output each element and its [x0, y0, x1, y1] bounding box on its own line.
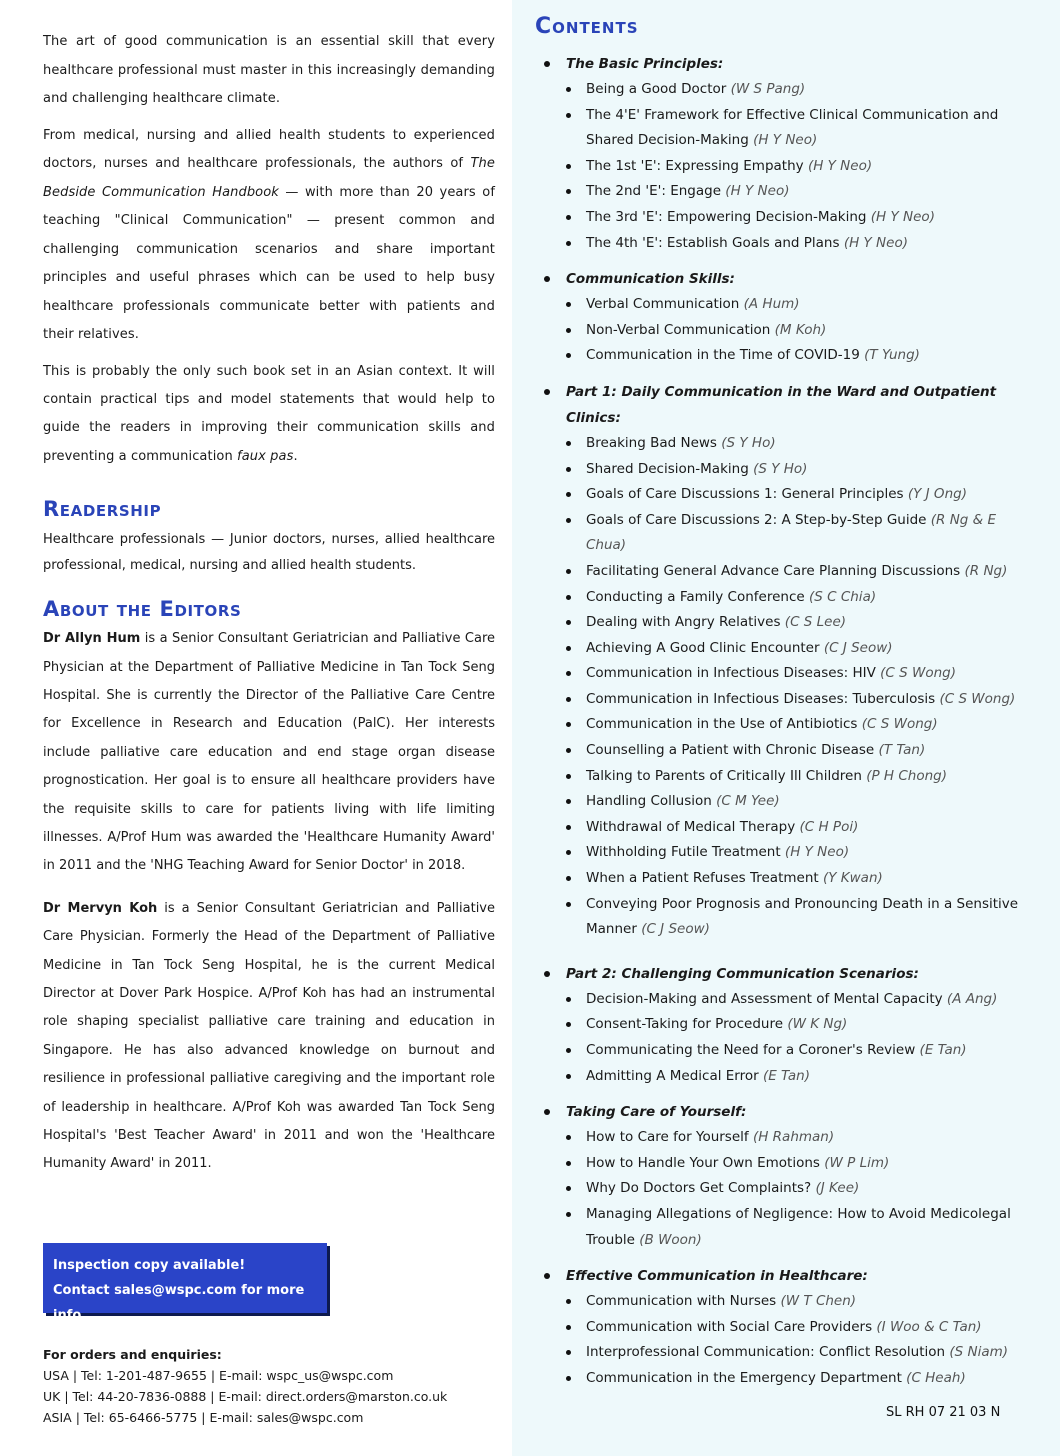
- contents-item: [535, 892, 1035, 943]
- chapter-author: (Y J Ong): [907, 486, 967, 503]
- contents-item: [535, 1176, 1035, 1202]
- contents-item: [535, 866, 1035, 892]
- chapter-title: How to Handle Your Own Emotions: [586, 1154, 825, 1171]
- chapter-author: (H Rahman): [752, 1129, 835, 1146]
- contents-item: [535, 687, 1035, 713]
- chapter-author: (W P Lim): [824, 1154, 890, 1171]
- chapter-title: Breaking Bad News: [586, 434, 722, 451]
- chapter-title: Communication in Infectious Diseases: Tuberculosis: [586, 690, 940, 707]
- contents-section-title: Communication Skills:: [535, 266, 1035, 292]
- chapter-author: (M Koh): [774, 321, 827, 338]
- contents-item: [535, 661, 1035, 687]
- contents-item: [535, 840, 1035, 866]
- chapter-author: (C J Seow): [823, 639, 893, 656]
- chapter-title: The 4'E' Framework for Effective Clinical Communication and Shared Decision-Making: [586, 106, 999, 149]
- contents-item: [535, 1151, 1035, 1177]
- contents-item: [535, 610, 1035, 636]
- catalog-code: SL RH 07 21 03 N: [886, 1405, 1001, 1420]
- chapter-author: (C S Wong): [939, 690, 1016, 707]
- chapter-title: Handling Collusion: [586, 793, 717, 810]
- contents-item: [535, 636, 1035, 662]
- chapter-author: (T Yung): [864, 347, 920, 364]
- chapter-author: (R Ng & E Chua): [586, 511, 997, 554]
- contents-item: [535, 1315, 1035, 1341]
- contents-section-items: [535, 431, 1035, 943]
- intro-paragraph-1: The art of good communication is an essential skill that every healthcare professional must master in this increasingly demanding and challenging healthcare climate.: [43, 34, 495, 106]
- description-column: [43, 28, 495, 1179]
- chapter-author: (R Ng): [964, 562, 1008, 579]
- chapter-title: When a Patient Refuses Treatment: [586, 870, 823, 887]
- chapter-title: Dealing with Angry Relatives: [586, 614, 785, 631]
- chapter-author: (H Y Neo): [843, 234, 908, 251]
- contents-item: [535, 431, 1035, 457]
- contents-item: [535, 457, 1035, 483]
- chapter-title: The 3rd 'E': Empowering Decision-Making: [586, 208, 871, 225]
- chapter-author: (H Y Neo): [753, 132, 818, 149]
- contents-item: [535, 789, 1035, 815]
- chapter-author: (S Y Ho): [753, 460, 808, 477]
- chapter-title: Communication in Infectious Diseases: HIV: [586, 665, 881, 682]
- orders-info: [43, 1344, 503, 1428]
- contents-item: [535, 231, 1035, 257]
- chapter-author: (W K Ng): [787, 1016, 848, 1033]
- chapter-author: (S Niam): [949, 1344, 1009, 1361]
- chapter-author: (P H Chong): [866, 767, 947, 784]
- intro-paragraph-2: From medical, nursing and allied health students to experienced doctors, nurses and healthcare professionals, the authors of The Bedside Communication Handbook — with more than 20 years of teaching "Clinical Communication" — present common and challenging communication scenarios and share important principles and useful phrases which can be used to help busy healthcare professionals communicate better with patients and their relatives.: [43, 127, 495, 342]
- chapter-title: Goals of Care Discussions 1: General Principles: [586, 486, 908, 503]
- orders-asia: ASIA | Tel: 65-6466-5775 | E-mail: sales@wspc.com: [43, 1410, 364, 1425]
- chapter-author: (W T Chen): [780, 1293, 857, 1310]
- chapter-title: Admitting A Medical Error: [586, 1067, 763, 1084]
- contents-section-title: Part 2: Challenging Communication Scenarios:: [535, 961, 1035, 987]
- chapter-author: (A Ang): [946, 990, 998, 1007]
- section-gap: [535, 256, 1035, 266]
- chapter-title: Achieving A Good Clinic Encounter: [586, 639, 824, 656]
- chapter-title: Decision-Making and Assessment of Mental Capacity: [586, 990, 947, 1007]
- book-title: The Bedside Communication Handbook: [43, 156, 495, 200]
- chapter-title: Communication in the Emergency Department: [586, 1369, 907, 1386]
- contents-item: [535, 738, 1035, 764]
- chapter-author: (C Heah): [906, 1369, 966, 1386]
- chapter-author: (H Y Neo): [870, 208, 935, 225]
- contents-section-items: [535, 987, 1035, 1089]
- chapter-author: (C S Wong): [880, 665, 956, 682]
- table-of-contents: [535, 14, 1035, 1392]
- contents-item: [535, 179, 1035, 205]
- section-gap: [535, 1253, 1035, 1263]
- chapter-title: Withdrawal of Medical Therapy: [586, 818, 800, 835]
- contents-item: [535, 1125, 1035, 1151]
- sales-email-link[interactable]: sales@wspc.com: [114, 1283, 237, 1298]
- chapter-title: Verbal Communication: [586, 296, 744, 313]
- contents-item: [535, 482, 1035, 508]
- orders-title: For orders and enquiries:: [43, 1347, 222, 1362]
- chapter-title: Communication in the Time of COVID-19: [586, 347, 865, 364]
- orders-uk: UK | Tel: 44-20-7836-0888 | E-mail: direct.orders@marston.co.uk: [43, 1389, 448, 1404]
- contents-list: [535, 51, 1035, 1392]
- contents-section-title: Taking Care of Yourself:: [535, 1099, 1035, 1125]
- section-gap: [535, 369, 1035, 379]
- contents-item: [535, 815, 1035, 841]
- inspection-line: Inspection copy available!: [53, 1258, 246, 1273]
- contents-item: [535, 154, 1035, 180]
- contents-item: [535, 343, 1035, 369]
- contents-item: [535, 764, 1035, 790]
- contents-item: [535, 318, 1035, 344]
- editor-name: Dr Allyn Hum: [43, 631, 141, 647]
- chapter-title: Facilitating General Advance Care Planning Discussions: [586, 562, 965, 579]
- chapter-author: (C S Wong): [861, 716, 938, 733]
- chapter-title: Conveying Poor Prognosis and Pronouncing Death in a Sensitive Manner: [586, 895, 1019, 938]
- chapter-title: Talking to Parents of Critically Ill Children: [586, 767, 867, 784]
- contents-item: [535, 1064, 1035, 1090]
- chapter-author: (C J Seow): [641, 921, 710, 938]
- chapter-title: Why Do Doctors Get Complaints?: [586, 1180, 816, 1197]
- chapter-title: Consent-Taking for Procedure: [586, 1016, 788, 1033]
- contents-item: [535, 508, 1035, 559]
- contents-section-title: Effective Communication in Healthcare:: [535, 1263, 1035, 1289]
- contents-section-title: Part 1: Daily Communication in the Ward and Outpatient Clinics:: [535, 379, 1035, 431]
- chapter-title: How to Care for Yourself: [586, 1129, 753, 1146]
- editors-heading: About the Editors: [43, 597, 242, 622]
- orders-usa: USA | Tel: 1-201-487-9655 | E-mail: wspc_us@wspc.com: [43, 1368, 394, 1383]
- section-gap: [535, 1089, 1035, 1099]
- chapter-title: Counselling a Patient with Chronic Disease: [586, 742, 879, 759]
- chapter-title: Communicating the Need for a Coroner's Review: [586, 1042, 920, 1058]
- chapter-author: (C S Lee): [784, 614, 847, 631]
- contents-item: [535, 987, 1035, 1013]
- chapter-author: (S Y Ho): [721, 434, 776, 451]
- chapter-author: (I Woo & C Tan): [876, 1318, 982, 1335]
- chapter-title: Managing Allegations of Negligence: How to Avoid Medicolegal Trouble: [586, 1205, 1011, 1248]
- contents-section-title: The Basic Principles:: [535, 51, 1035, 77]
- editor-name: Dr Mervyn Koh: [43, 900, 158, 916]
- contents-section-items: [535, 1125, 1035, 1253]
- contents-item: [535, 292, 1035, 318]
- chapter-author: (E Tan): [919, 1042, 967, 1058]
- chapter-author: (H Y Neo): [807, 157, 873, 174]
- chapter-title: Withholding Futile Treatment: [586, 844, 785, 861]
- contents-item: [535, 559, 1035, 585]
- contents-item: [535, 103, 1035, 154]
- contents-section-items: [535, 1289, 1035, 1391]
- inspection-copy-box[interactable]: [43, 1243, 327, 1323]
- contents-item: [535, 1366, 1035, 1392]
- contents-item: [535, 77, 1035, 103]
- section-gap: [535, 943, 1035, 961]
- chapter-title: Communication in the Use of Antibiotics: [586, 716, 862, 733]
- contents-section-items: [535, 77, 1035, 256]
- chapter-title: The 4th 'E': Establish Goals and Plans: [586, 234, 844, 251]
- chapter-author: (W S Pang): [730, 81, 806, 97]
- editor-bio-koh: Dr Mervyn Koh is a Senior Consultant Geriatrician and Palliative Care Physician. Formerly the Head of the Department of Palliative Medicine in Tan Tock Seng Hospital, he is the current Medical Director at Dover Park Hospice. A/Prof Koh has had an instrumental role shaping specialist palliative care training and education in Singapore. He has also advanced knowledge on burnout and resilience in professional palliative caregiving and the important role of leadership in healthcare. A/Prof Koh was awarded Tan Tock Seng Hospital's 'Best Teacher Award' in 2011 and won the 'Healthcare Humanity Award' in 2011.: [43, 900, 496, 1172]
- contents-heading: Contents: [535, 14, 639, 39]
- contents-item: [535, 585, 1035, 611]
- contents-item: [535, 1289, 1035, 1315]
- chapter-author: (A Hum): [743, 296, 800, 313]
- chapter-author: (C H Poi): [799, 818, 859, 835]
- chapter-title: Communication with Nurses: [586, 1293, 781, 1310]
- contents-section-items: [535, 292, 1035, 369]
- chapter-title: Being a Good Doctor: [586, 81, 731, 97]
- readership-heading: Readership: [43, 497, 162, 522]
- contact-line: Contact sales@wspc.com for more info: [53, 1283, 305, 1323]
- contents-item: [535, 712, 1035, 738]
- chapter-title: Communication with Social Care Providers: [586, 1318, 877, 1335]
- contents-item: [535, 1202, 1035, 1253]
- chapter-author: (T Tan): [878, 742, 926, 759]
- chapter-title: Goals of Care Discussions 2: A Step-by-Step Guide: [586, 511, 931, 528]
- chapter-author: (C M Yee): [716, 793, 780, 810]
- chapter-author: (S C Chia): [808, 588, 877, 605]
- chapter-author: (E Tan): [762, 1067, 810, 1084]
- chapter-title: Interprofessional Communication: Conflict Resolution: [586, 1344, 950, 1361]
- chapter-author: (B Woon): [639, 1231, 702, 1248]
- readership-text: Healthcare professionals — Junior doctors, nurses, allied healthcare professional, medical, nursing and allied health students.: [43, 532, 495, 574]
- chapter-title: Shared Decision-Making: [586, 460, 754, 477]
- chapter-title: The 1st 'E': Expressing Empathy: [586, 157, 808, 174]
- intro-paragraph-3: This is probably the only such book set in an Asian context. It will contain practical tips and model statements that would help to guide the readers in improving their communication skills and preventing a communication faux pas.: [43, 363, 495, 464]
- chapter-author: (J Kee): [815, 1180, 860, 1197]
- contents-item: [535, 1038, 1035, 1064]
- contents-item: [535, 1340, 1035, 1366]
- chapter-author: (H Y Neo): [784, 844, 850, 861]
- contents-item: [535, 1012, 1035, 1038]
- chapter-title: Non-Verbal Communication: [586, 321, 775, 338]
- chapter-title: Conducting a Family Conference: [586, 588, 809, 605]
- contents-item: [535, 205, 1035, 231]
- editor-bio-hum: Dr Allyn Hum is a Senior Consultant Geriatrician and Palliative Care Physician at the Department of Palliative Medicine in Tan Tock Seng Hospital. She is currently the Director of the Palliative Care Centre for Excellence in Research and Education (PalC). Her interests include palliative care education and end stage organ disease prognostication. Her goal is to ensure all healthcare providers have the requisite skills to care for patients living with life limiting illnesses. A/Prof Hum was awarded the 'Healthcare Humanity Award' in 2011 and the 'NHG Teaching Award for Senior Doctor' in 2018.: [43, 631, 495, 874]
- chapter-title: The 2nd 'E': Engage: [586, 183, 726, 200]
- chapter-author: (Y Kwan): [822, 870, 883, 887]
- chapter-author: (H Y Neo): [725, 183, 790, 200]
